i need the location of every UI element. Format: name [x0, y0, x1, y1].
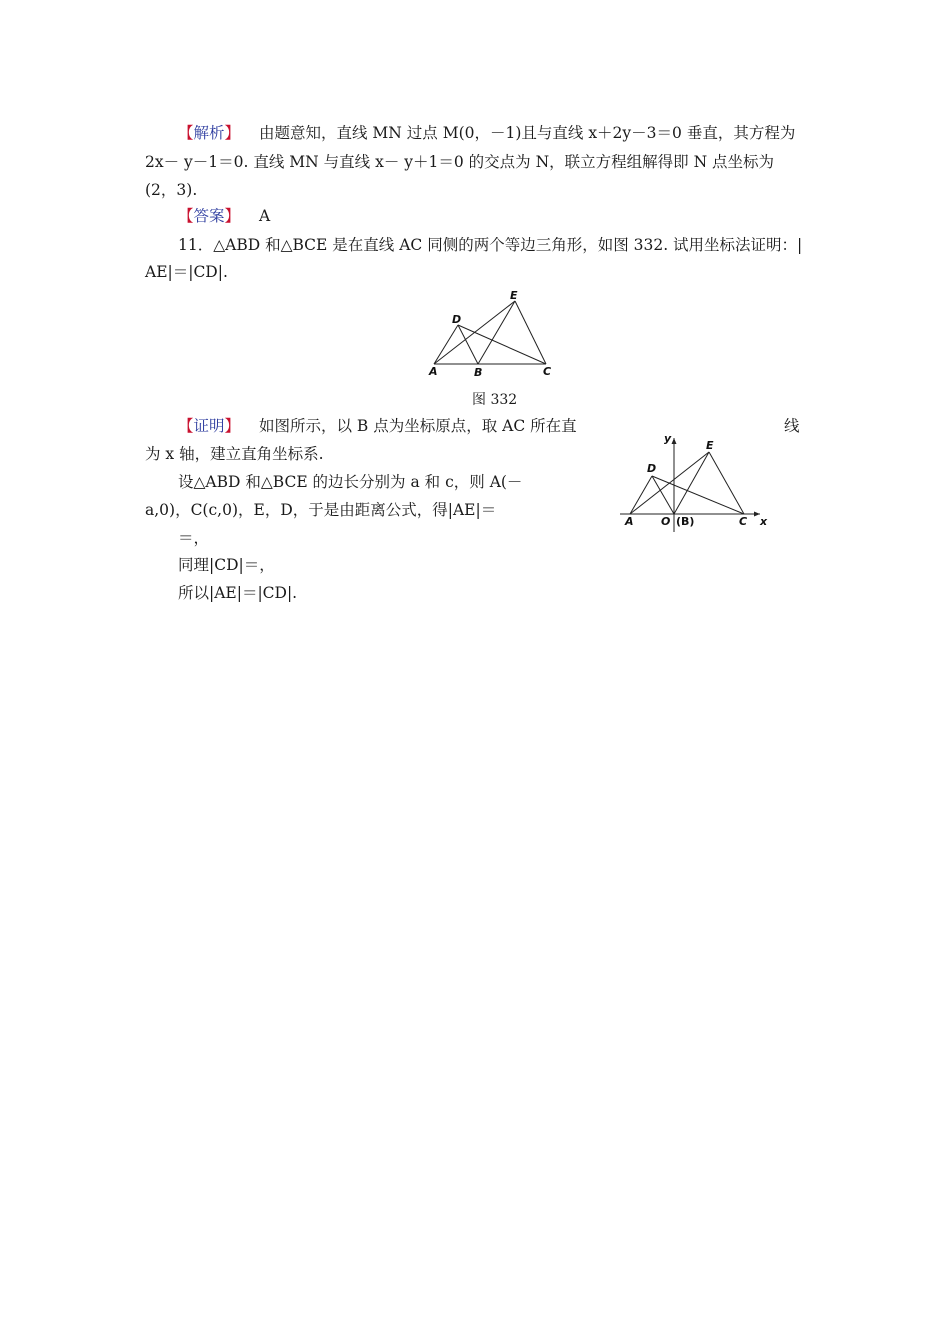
fig1-label-b: B	[474, 366, 483, 379]
problem-line-1: 11．△ABD 和△BCE 是在直线 AC 同侧的两个等边三角形，如图 332. 试用坐标法证明：|	[178, 236, 803, 254]
answer-value: A	[258, 207, 271, 225]
answer-tag: 【答案】	[178, 207, 241, 225]
fig2-segment-ec	[709, 452, 744, 514]
fig2-label-a: A	[625, 515, 634, 528]
fig2-label-e: E	[706, 439, 714, 452]
fig2-label-d: D	[647, 462, 657, 475]
fig1-segment-ad	[434, 325, 458, 364]
proof-line-4: a,0)，C(c,0)，E，D，于是由距离公式，得|AE|＝	[145, 501, 497, 519]
fig1-segment-dc	[458, 325, 546, 364]
proof-line-5: ＝，	[178, 529, 210, 547]
proof-line-3: 设△ABD 和△BCE 的边长分别为 a 和 c，则 A(－	[178, 473, 523, 491]
fig2-label-b: (B)	[676, 515, 695, 528]
fig1-label-d: D	[452, 313, 462, 326]
proof-line-1	[178, 416, 577, 436]
fig2-segment-ad	[630, 476, 652, 514]
fig1-label-c: C	[543, 365, 552, 378]
fig2-label-c: C	[739, 515, 748, 528]
answer-line	[178, 206, 270, 226]
fig2-y-arrow	[672, 438, 677, 444]
analysis-tag: 【解析】	[178, 124, 241, 142]
fig2-label-o: O	[661, 515, 671, 528]
analysis-line-2: 2x－ y－1＝0. 直线 MN 与直线 x－ y＋1＝0 的交点为 N，联立方程组解得即 N 点坐标为	[145, 153, 775, 171]
figure-332-caption: 图 332	[472, 392, 518, 408]
fig2-label-y: y	[664, 432, 672, 445]
fig2-label-x: x	[760, 515, 768, 528]
problem-line-2: AE|＝|CD|.	[145, 263, 228, 281]
fig1-segment-be	[478, 301, 515, 364]
fig1-segment-ec	[515, 301, 546, 364]
proof-tag: 【证明】	[178, 417, 241, 435]
proof-text-1: 如图所示，以 B 点为坐标原点，取 AC 所在直	[258, 417, 577, 435]
figure-332	[420, 283, 560, 381]
fig1-segment-db	[458, 325, 478, 364]
fig1-label-e: E	[510, 289, 518, 302]
fig2-segment-dc	[652, 476, 744, 514]
proof-line-2: 为 x 轴，建立直角坐标系.	[145, 445, 324, 463]
proof-line-1-end: 线	[784, 417, 800, 435]
analysis-text-1: 由题意知，直线 MN 过点 M(0，－1)且与直线 x＋2y－3＝0 垂直，其方程为	[258, 124, 796, 142]
coordinate-figure	[614, 428, 774, 534]
analysis-line-3: (2，3).	[145, 181, 198, 199]
fig2-segment-oe	[674, 452, 709, 514]
analysis-line-1	[178, 123, 795, 143]
fig1-label-a: A	[429, 365, 438, 378]
proof-line-6: 同理|CD|＝，	[178, 556, 275, 574]
proof-line-7: 所以|AE|＝|CD|.	[178, 584, 298, 602]
